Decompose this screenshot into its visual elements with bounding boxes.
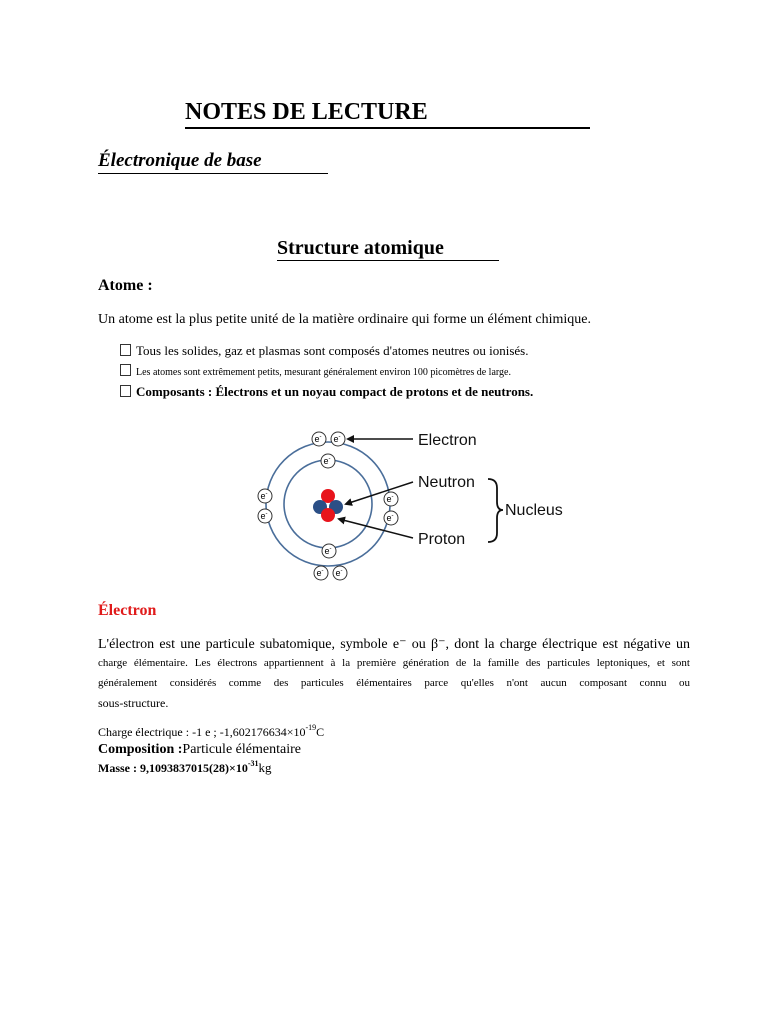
charge-line	[98, 722, 324, 742]
electron-particle	[333, 566, 347, 580]
checkbox-bullet-icon	[120, 364, 131, 376]
document-title: NOTES DE LECTURE	[185, 97, 590, 129]
charge-exponent: -19	[305, 723, 317, 732]
charge-unit: C	[316, 725, 325, 739]
atome-definition: Un atome est la plus petite unité de la matière ordinaire qui forme un élément chimique.	[98, 312, 591, 327]
electron-label: Electron	[418, 432, 477, 449]
electron-particle	[321, 454, 335, 468]
bullet-item	[120, 364, 511, 380]
inner-orbit	[284, 460, 372, 548]
proton-particle	[321, 508, 335, 522]
composition-line	[98, 740, 301, 760]
atom-diagram	[245, 418, 585, 588]
svg-text:e-: e-	[386, 513, 394, 523]
electron-heading: Électron	[98, 602, 157, 619]
masse-exponent: -31	[247, 759, 259, 768]
masse-unit: kg	[258, 760, 272, 775]
electron-particle	[258, 509, 272, 523]
svg-text:e-: e-	[314, 434, 322, 444]
svg-text:e-: e-	[386, 494, 394, 504]
svg-text:e-: e-	[260, 511, 268, 521]
neutron-label: Neutron	[418, 474, 475, 491]
electron-particle	[384, 492, 398, 506]
electron-paragraph-line: généralement considérés comme des particules élémentaires parce qu'elles n'ont aucun composant connu ou	[98, 677, 690, 689]
section-title: Structure atomique	[277, 236, 499, 261]
composition-label: Composition :	[98, 742, 183, 757]
proton-arrow	[339, 519, 413, 538]
svg-text:e-: e-	[333, 434, 341, 444]
checkbox-bullet-icon	[120, 385, 131, 397]
bullet-text: Tous les solides, gaz et plasmas sont composés d'atomes neutres ou ionisés.	[136, 343, 529, 358]
nucleus	[313, 489, 343, 522]
svg-text:e-: e-	[260, 491, 268, 501]
checkbox-bullet-icon	[120, 344, 131, 356]
masse-label: Masse : 9,1093837015(28)×10	[98, 761, 248, 775]
nucleus-label: Nucleus	[505, 502, 563, 519]
electron-particle	[312, 432, 326, 446]
electron-particle	[258, 489, 272, 503]
electron-particle	[331, 432, 345, 446]
svg-text:e-: e-	[335, 568, 343, 578]
composition-value: Particule élémentaire	[182, 742, 301, 757]
electron-particle	[314, 566, 328, 580]
proton-label: Proton	[418, 531, 466, 548]
masse-line	[98, 758, 272, 778]
bullet-item	[120, 383, 533, 400]
bullet-item	[120, 342, 528, 359]
electron-paragraph-line: charge élémentaire. Les électrons appartiennent à la première génération de la famille des particules leptoniques, et sont	[98, 657, 690, 669]
svg-text:e-: e-	[323, 456, 331, 466]
electron-particle	[322, 544, 336, 558]
svg-text:e-: e-	[316, 568, 324, 578]
bullet-text: Les atomes sont extrêmement petits, mesurant généralement environ 100 picomètres de large.	[136, 367, 511, 378]
neutron-arrow	[346, 482, 413, 504]
electron-particle	[384, 511, 398, 525]
electrons	[258, 432, 398, 580]
electron-paragraph-line: sous-structure.	[98, 696, 169, 710]
document-subtitle: Électronique de base	[98, 149, 328, 174]
electron-paragraph-line: L'électron est une particule subatomique, symbole e⁻ ou β⁻, dont la charge électrique est négative un	[98, 637, 690, 652]
svg-text:e-: e-	[324, 546, 332, 556]
nucleus-bracket	[488, 479, 503, 542]
charge-label: Charge électrique : -1 e ; -1,602176634×10	[98, 725, 306, 739]
atome-heading: Atome :	[98, 277, 153, 294]
bullet-text: Composants : Électrons et un noyau compact de protons et de neutrons.	[136, 384, 534, 399]
